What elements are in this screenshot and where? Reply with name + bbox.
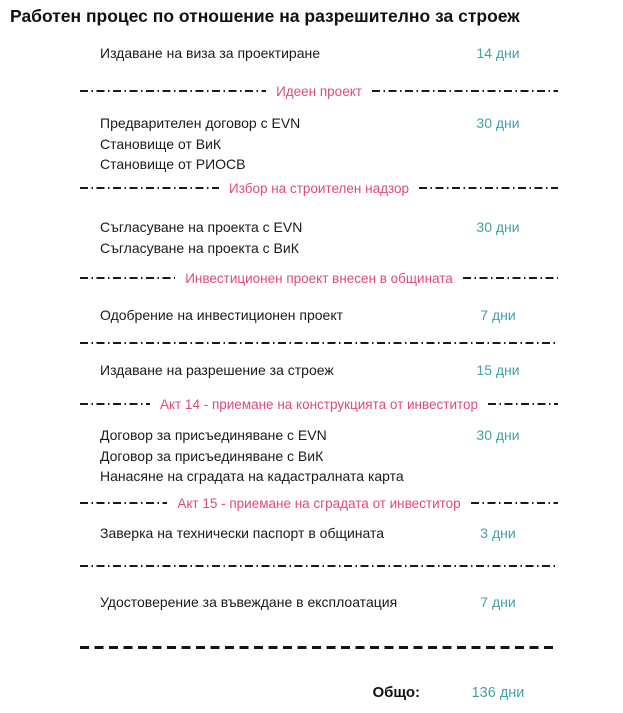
step-task: Предварителен договор с EVN: [100, 115, 301, 131]
step-task: Съгласуване на проекта с ВиК: [100, 239, 299, 256]
dash-dot-line: [80, 565, 558, 567]
dash-dot-line: [463, 277, 558, 279]
step-duration: 30 дни: [476, 115, 520, 131]
step-task: Удостоверение за въвеждане в експлоатация: [100, 594, 398, 610]
step-task: Издаване на виза за проектиране: [100, 45, 321, 61]
total-value: 136 дни: [471, 684, 525, 701]
milestone-divider: [80, 81, 558, 101]
step-duration: 14 дни: [476, 45, 520, 61]
milestone-label: Идеен проект: [276, 83, 362, 99]
dash-dot-line: [419, 187, 558, 189]
step-task: Нанасяне на сградата на кадастралната карта: [100, 468, 404, 484]
dash-dot-line: [471, 502, 558, 504]
step-task: Договор за присъединяване с ВиК: [100, 447, 324, 464]
dash-dot-line: [372, 90, 558, 92]
step-task: Съгласуване на проекта с EVN: [100, 219, 303, 235]
page-title: Работен процес по отношение на разрешително за строеж: [10, 6, 520, 26]
milestone-label: Инвестиционен проект внесен в общината: [185, 270, 453, 286]
step-task: Становище от РИОСВ: [100, 156, 246, 172]
dash-dot-line: [80, 277, 175, 279]
step-task: Договор за присъединяване с EVN: [100, 427, 327, 443]
step-duration: 15 дни: [476, 362, 520, 378]
bold-dashed-line: [80, 646, 558, 649]
milestone-divider: [80, 493, 558, 513]
step-task: Становище от ВиК: [100, 135, 222, 152]
step-duration: 30 дни: [476, 427, 520, 443]
dash-dot-line: [80, 187, 219, 189]
milestone-divider: [80, 178, 558, 198]
milestone-divider: [80, 268, 558, 288]
step-duration: 30 дни: [476, 219, 520, 235]
dash-dot-line: [80, 502, 167, 504]
step-task: Одобрение на инвестиционен проект: [100, 307, 344, 323]
total-label: Общо:: [372, 684, 420, 701]
dash-dot-line: [488, 403, 558, 405]
milestone-divider: [80, 394, 558, 414]
milestone-label: Акт 15 - приемане на сградата от инвеститор: [177, 495, 461, 511]
milestone-label: Избор на строителен надзор: [228, 180, 410, 196]
dash-dot-line: [80, 403, 150, 405]
dash-dot-line: [80, 90, 266, 92]
dash-dot-line: [80, 342, 558, 344]
milestone-label: Акт 14 - приемане на конструкцията от инвеститор: [159, 396, 479, 412]
step-task: Заверка на технически паспорт в общината: [100, 525, 385, 541]
step-duration: 3 дни: [480, 525, 516, 541]
step-duration: 7 дни: [480, 307, 516, 323]
step-duration: 7 дни: [480, 594, 516, 610]
step-task: Издаване на разрешение за строеж: [100, 362, 334, 378]
